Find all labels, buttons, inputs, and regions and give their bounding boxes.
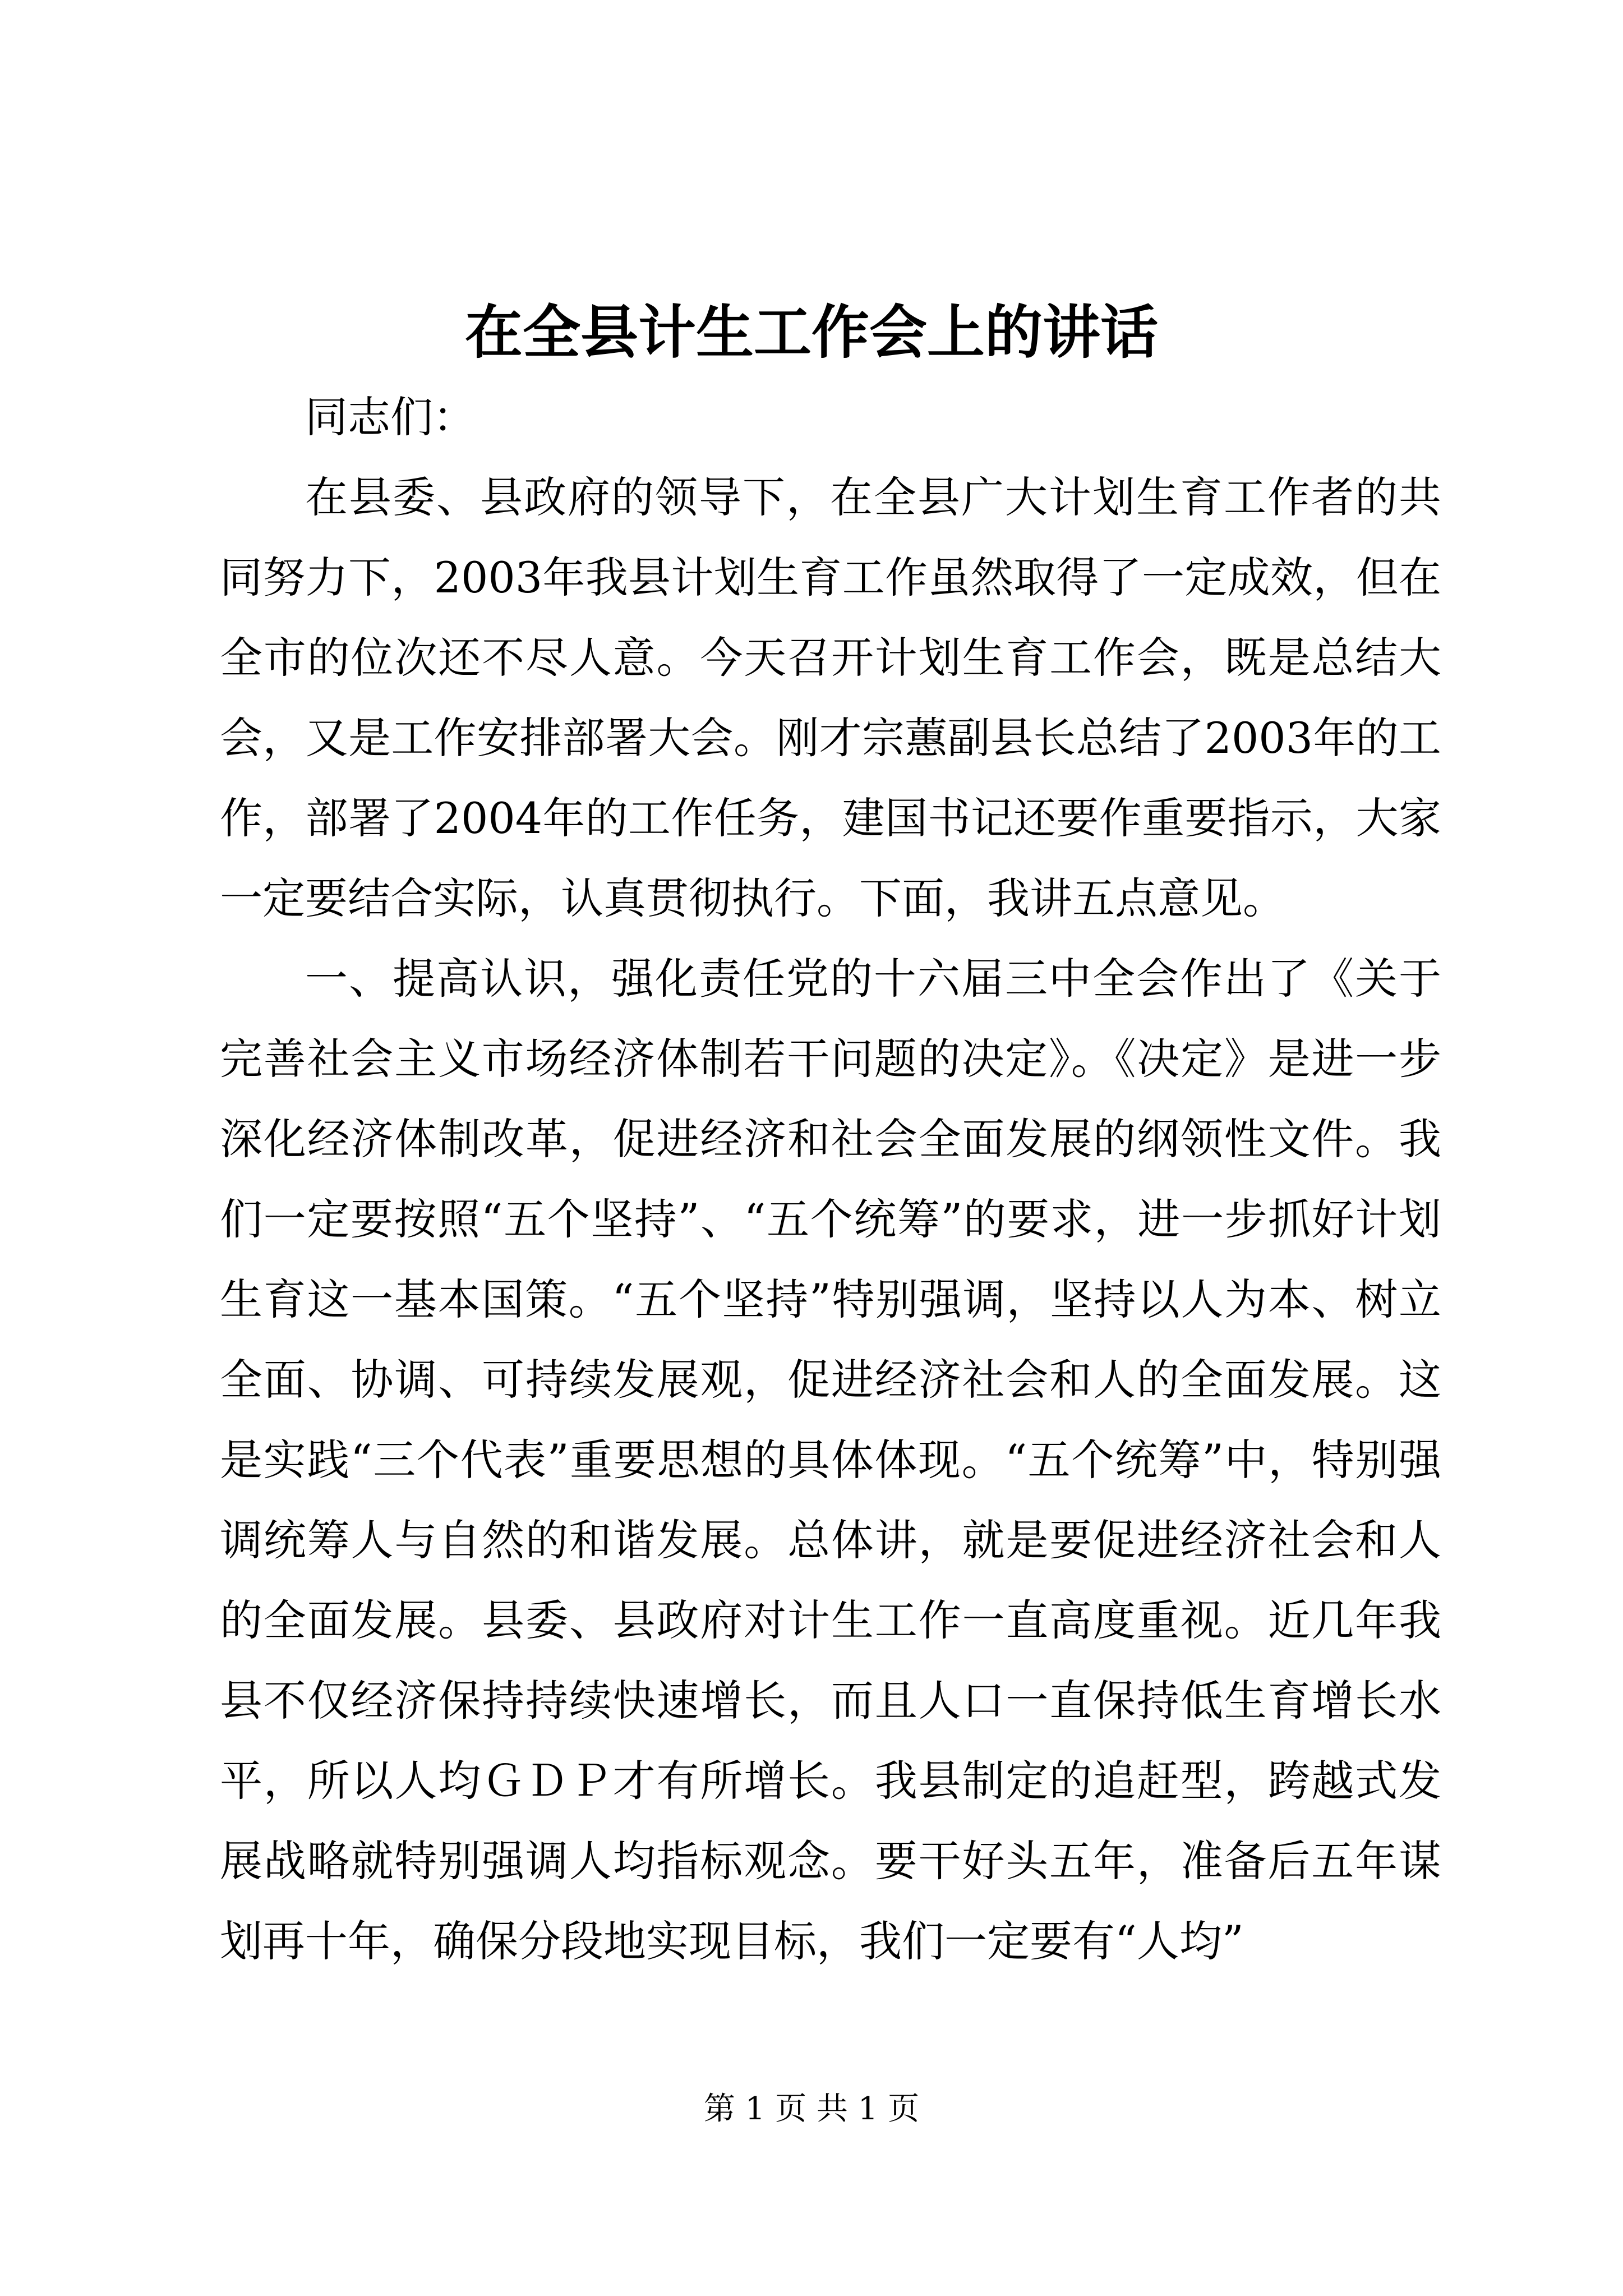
document-body bbox=[220, 377, 1441, 1981]
salutation: 同志们： bbox=[305, 392, 476, 442]
paragraph-2: 一、提高认识，强化责任党的十六届三中全会作出了《关于完善社会主义市场经济体制若干问题的决定》。《决定》是进一步深化经济体制改革，促进经济和社会全面发展的纲领性文件。我们一定要按照“五个坚持”、“五个统筹”的要求，进一步抓好计划生育这一基本国策。“五个坚持”特别强调，坚持以人为本、树立全面、协调、可持续发展观，促进经济社会和人的全面发展。这是实践“三个代表”重要思想的具体体现。“五个统筹”中，特别强调统筹人与自然的和谐发展。总体讲，就是要促进经济社会和人的全面发展。县委、县政府对计生工作一直高度重视。近几年我县不仅经济保持持续快速增长，而且人口一直保持低生育增长水平，所以人均ＧＤＰ才有所增长。我县制定的追赶型，跨越式发展战略就特别强调人均指标观念。要干好头五年，准备后五年谋划再十年，确保分段地实现目标，我们一定要有“人均” bbox=[220, 954, 1441, 1966]
page-footer: 第 1 页 共 1 页 bbox=[703, 2091, 920, 2127]
paragraph-1: 在县委、县政府的领导下，在全县广大计划生育工作者的共同努力下，2003年我县计划生育工作虽然取得了一定成效，但在全市的位次还不尽人意。今天召开计划生育工作会，既是总结大会，又是工作安排部署大会。刚才宗蕙副县长总结了2003年的工作，部署了2004年的工作任务，建国书记还要作重要指示，大家一定要结合实际，认真贯彻执行。下面，我讲五点意见。 bbox=[220, 472, 1441, 923]
document-title: 在全县计生工作会上的讲话 bbox=[465, 298, 1158, 366]
